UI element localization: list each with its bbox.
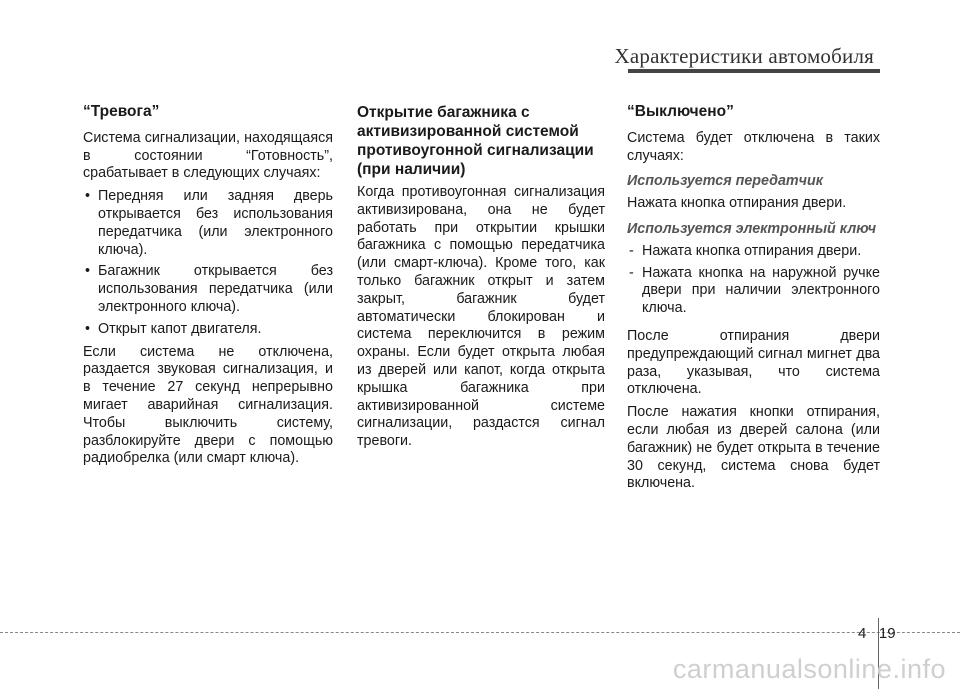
smart-key-list (627, 243, 880, 318)
disarmed-intro: Система будет отключена в таких случаях: (627, 129, 880, 164)
section-heading-alarm: “Тревога” (83, 103, 160, 120)
column-trunk (357, 103, 605, 456)
transmitter-text: Нажата кнопка отпирания двери. (627, 195, 847, 212)
alarm-intro: Система сигнализации, находящаяся в состоянии “Готовность”, срабатывает в следующих случаях: (83, 129, 333, 182)
alarm-outro: Если система не отключена, раздается звуковая сигнализация, и в течение 27 секунд непрерывно мигает аварийная сигнализация. Чтобы выключить систему, разблокируйте двери с помощью радиобрелка (или смарт ключа). (83, 343, 333, 467)
list-item: - Нажата кнопка на наружной ручке двери при наличии электронного ключа. (629, 264, 880, 317)
column-disarmed (627, 103, 880, 498)
list-item: • Багажник открывается без использования передатчика (или электронного ключа). (85, 263, 333, 315)
trunk-body: Когда противоугонная сигнализация активизирована, она не будет работать при открытии крышки багажника с помощью передатчика (или смарт-ключа). Кроме того, как только багажник открыт и затем закрыт, багажник будет автоматически блокирован и система переключится в режим охраны. Если будет открыта любая из дверей или капот, когда открыта крышка багажника при активизированной системе сигнализации, раздастся сигнал тревоги. (357, 184, 605, 450)
section-heading-disarmed: “Выключено” (627, 103, 734, 120)
subheading-smart-key: Используется электронный ключ (627, 220, 877, 237)
section-heading-trunk: Открытие багажника с активизированной системой противоугонной сигнализации (при наличии) (357, 104, 594, 178)
watermark: carmanualsonline.info (672, 654, 946, 684)
column-alarm (83, 103, 333, 473)
header-underline (628, 69, 880, 73)
page-number: 4 19 (858, 625, 896, 642)
footer-dashed-line (0, 632, 960, 633)
list-item: - Нажата кнопка отпирания двери. (629, 242, 862, 259)
disarmed-para-2: После нажатия кнопки отпирания, если любая из дверей салона (или багажник) не будет открыта в течение 30 секунд, система снова будет включена. (627, 404, 880, 492)
disarmed-para-1: После отпирания двери предупреждающий сигнал мигнет два раза, указывая, что система отключена. (627, 327, 880, 398)
page-header-title: Характеристики автомобиля (614, 44, 874, 68)
alarm-trigger-list (83, 188, 333, 338)
subheading-transmitter: Используется передатчик (627, 173, 823, 190)
list-item: • Открыт капот двигателя. (85, 320, 262, 337)
list-item: • Передняя или задняя дверь открывается без использования передатчика (или электронного ключа). (85, 188, 333, 258)
